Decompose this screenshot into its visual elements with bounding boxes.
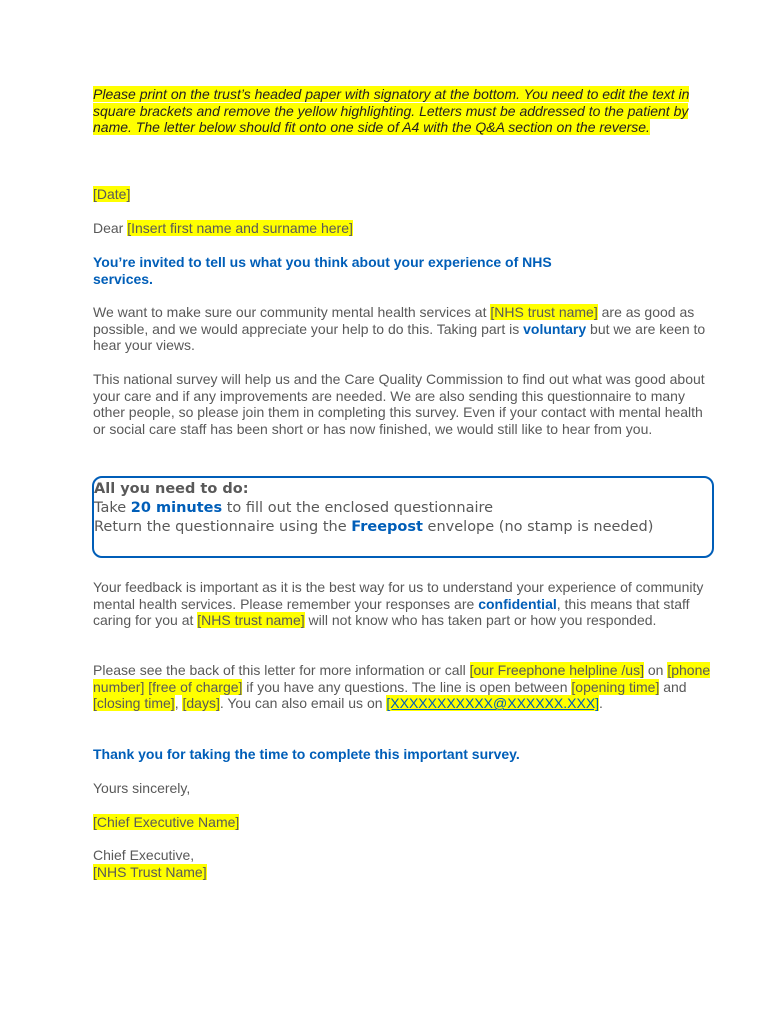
instructions-box xyxy=(92,476,714,558)
para4-text-d: and xyxy=(659,678,687,695)
para1-text-b: are as good as possible, and we would appreciate your help to do this. Taking part is xyxy=(93,304,695,337)
trust-name-signature-placeholder: [NHS Trust Name] xyxy=(93,864,207,880)
paragraph-purpose xyxy=(93,304,713,354)
para1-text-c: but we are keen to hear your views. xyxy=(93,320,706,354)
box-line-time xyxy=(94,499,653,518)
freepost-emphasis: Freepost xyxy=(351,519,423,535)
instruction-note xyxy=(93,86,713,136)
para4-text-c: if you have any questions. The line is open between xyxy=(242,678,572,695)
para4-text-b: on xyxy=(643,662,668,678)
recipient-name-placeholder: [Insert first name and surname here] xyxy=(127,220,353,236)
box-title: All you need to do: xyxy=(94,481,249,497)
date-line xyxy=(93,186,713,203)
para4-text-e: , xyxy=(174,695,183,712)
trust-name-line xyxy=(93,864,713,881)
ceo-name-placeholder: [Chief Executive Name] xyxy=(93,814,240,830)
minutes-emphasis: 20 minutes xyxy=(130,500,223,516)
email-link[interactable]: [XXXXXXXXXXX@XXXXXX.XXX] xyxy=(386,695,600,712)
box-line-return xyxy=(94,518,653,537)
paragraph-survey: This national survey will help us and the Care Quality Commission to find out what was good about your care and if any improvements are needed. We are also sending this questionnaire to many other people, so please join them in completing this survey. Even if your contact with mental health or social care staff has been short or has now finished, we would still like to hear from you. xyxy=(93,371,705,437)
paragraph-contact xyxy=(93,662,713,712)
box-line2-b: envelope (no stamp is needed) xyxy=(422,519,654,535)
ceo-title: Chief Executive, xyxy=(93,847,195,863)
date-placeholder: [Date] xyxy=(93,186,131,202)
invite-heading-line1: You’re invited to tell us what you think about your experience of NHS xyxy=(93,254,552,270)
para3-text-a: Your feedback is important as it is the best way for us to understand your experience of community mental health services. Please remember your responses are xyxy=(93,579,704,612)
para4-text-a: Please see the back of this letter for more information or call xyxy=(93,662,470,678)
phone-placeholder: [phone number] [free of charge] xyxy=(93,662,711,695)
days-placeholder: [days] xyxy=(182,695,220,712)
greeting xyxy=(93,220,713,237)
box-line2-a: Return the questionnaire using the xyxy=(94,519,352,535)
para3-text-c: will not know who has taken part or how you responded. xyxy=(304,612,657,629)
greeting-dear: Dear xyxy=(93,220,128,236)
thanks-line: Thank you for taking the time to complete this important survey. xyxy=(93,746,520,762)
trust-name-placeholder: [NHS trust name] xyxy=(490,304,598,320)
closing-time-placeholder: [closing time] xyxy=(93,695,175,712)
opening-time-placeholder: [opening time] xyxy=(571,678,660,695)
invite-heading xyxy=(93,254,713,287)
ceo-name-line xyxy=(93,814,713,831)
invite-heading-line2: services. xyxy=(93,270,153,287)
para1-text-a: We want to make sure our community mental health services at xyxy=(93,304,491,320)
para4-text-g: . xyxy=(599,695,603,712)
para3-text-b: , this means that staff caring for you at xyxy=(93,595,690,629)
box-line1-b: to fill out the enclosed questionnaire xyxy=(222,500,494,516)
paragraph-feedback xyxy=(93,579,713,629)
para4-text-f: . You can also email us on xyxy=(219,695,387,712)
sign-off: Yours sincerely, xyxy=(93,780,191,796)
instruction-note-text: Please print on the trust’s headed paper with signatory at the bottom. You need to edit the text in square brackets and remove the yellow highlighting. Letters must be addressed to the patient by name. The letter below should fit onto one side of A4 with the Q&A section on the reverse. xyxy=(93,86,690,136)
voluntary-emphasis: voluntary xyxy=(523,320,587,337)
confidential-emphasis: confidential xyxy=(478,595,557,612)
box-line1-a: Take xyxy=(94,500,131,516)
trust-name-placeholder-2: [NHS trust name] xyxy=(197,612,305,629)
helpline-placeholder: [our Freephone helpline /us] xyxy=(469,662,644,678)
